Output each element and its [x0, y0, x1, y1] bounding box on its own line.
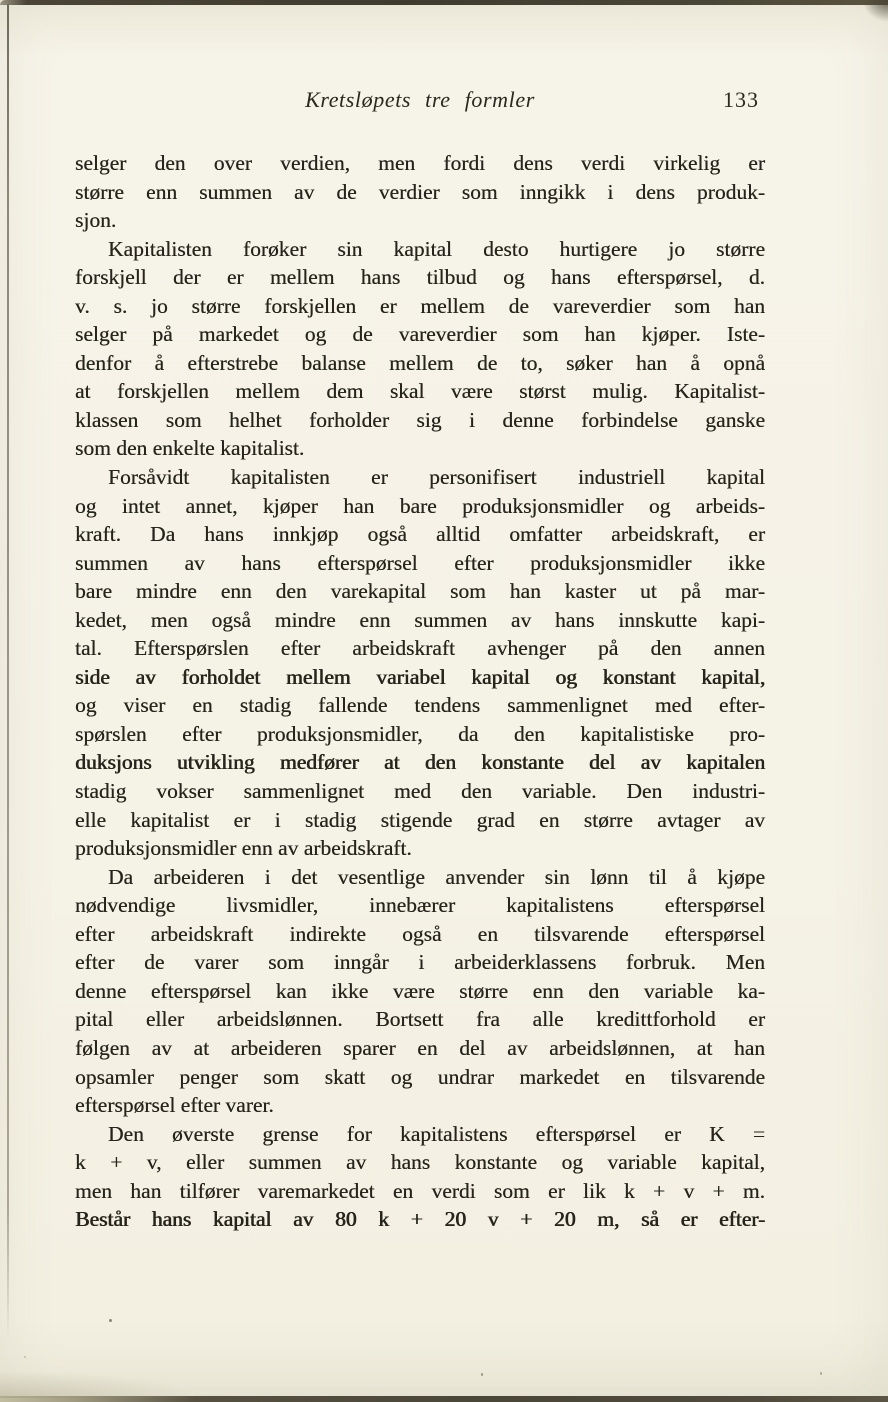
paragraph — [75, 1120, 765, 1234]
text-line: elle kapitalist er i stadig stigende grad en større avtager av — [75, 807, 765, 832]
page-header — [75, 87, 765, 117]
text-line: men han tilfører varemarkedet en verdi som er lik k + v + m. — [75, 1178, 765, 1203]
text-line: tal. Efterspørslen efter arbeidskraft avhenger på den annen — [75, 636, 765, 661]
body-text — [75, 149, 765, 1234]
text-line: summen av hans efterspørsel efter produksjonsmidler ikke — [75, 550, 765, 575]
text-line: opsamler penger som skatt og undrar markedet en tilsvarende — [75, 1064, 765, 1089]
paragraph — [75, 463, 765, 863]
page-top-edge — [0, 0, 888, 5]
text-line: Den øverste grense for kapitalistens efterspørsel er K = — [108, 1121, 765, 1146]
text-line: Kapitalisten forøker sin kapital desto hurtigere jo større — [108, 236, 765, 261]
text-line: Forsåvidt kapitalisten er personifisert industriell kapital — [108, 465, 765, 490]
page-number: 133 — [723, 87, 759, 112]
dust-speck — [24, 1356, 26, 1358]
text-line: følgen av at arbeideren sparer en del av arbeidslønnen, at han — [75, 1035, 765, 1060]
dust-speck — [820, 1372, 822, 1375]
text-line: efterspørsel efter varer. — [75, 1093, 274, 1118]
text-line: Da arbeideren i det vesentlige anvender sin lønn til å kjøpe — [108, 864, 765, 889]
paragraph — [75, 235, 765, 463]
dust-speck — [481, 1373, 483, 1376]
text-line: efter de varer som inngår i arbeiderklassens forbruk. Men — [75, 950, 765, 975]
page-bottom-left-smudge — [0, 1372, 190, 1398]
text-line: efter arbeidskraft indirekte også en tilsvarende efterspørsel — [75, 921, 765, 946]
paragraph — [75, 863, 765, 1120]
text-line: denfor å efterstrebe balanse mellem de to, søker han å opnå — [75, 350, 765, 375]
dust-speck — [109, 1319, 112, 1322]
text-line: forskjell der er mellem hans tilbud og hans efterspørsel, d. — [75, 265, 765, 290]
text-line: bare mindre enn den varekapital som han kaster ut på mar- — [75, 579, 765, 604]
text-line: produksjonsmidler enn av arbeidskraft. — [75, 836, 412, 861]
paragraph — [75, 149, 765, 235]
text-line: selger den over verdien, men fordi dens verdi virkelig er — [75, 151, 765, 175]
text-line: og intet annet, kjøper han bare produksjonsmidler og arbeids- — [75, 493, 765, 518]
text-line: duksjons utvikling medfører at den konstante del av kapitalen — [75, 750, 765, 775]
text-line: at forskjellen mellem dem skal være størst mulig. Kapitalist- — [75, 379, 765, 404]
text-line: nødvendige livsmidler, innebærer kapitalistens efterspørsel — [75, 893, 765, 918]
text-line: v. s. jo større forskjellen er mellem de vareverdier som han — [75, 293, 765, 318]
text-line: større enn summen av de verdier som inngikk i dens produk- — [75, 179, 765, 204]
page-left-edge — [7, 4, 9, 1340]
text-line: pital eller arbeidslønnen. Bortsett fra alle kredittforhold er — [75, 1007, 765, 1032]
text-line: Består hans kapital av 80 k + 20 v + 20 m, så er efter- — [75, 1207, 765, 1232]
text-line: selger på markedet og de vareverdier som han kjøper. Iste- — [75, 322, 765, 347]
text-line: k + v, eller summen av hans konstante og variable kapital, — [75, 1150, 765, 1175]
text-line: og viser en stadig fallende tendens sammenlignet med efter- — [75, 693, 765, 718]
text-line: denne efterspørsel kan ikke være større enn den variable ka- — [75, 978, 765, 1003]
text-line: som den enkelte kapitalist. — [75, 436, 305, 461]
text-line: stadig vokser sammenlignet med den variable. Den industri- — [75, 779, 765, 804]
text-line: spørslen efter produksjonsmidler, da den kapitalistiske pro- — [75, 721, 765, 746]
page-top-right-corner-shadow — [862, 0, 888, 22]
text-line: kraft. Da hans innkjøp også alltid omfatter arbeidskraft, er — [75, 522, 765, 547]
text-line: sjon. — [75, 208, 117, 233]
text-line: side av forholdet mellem variabel kapital og konstant kapital, — [75, 664, 765, 689]
text-line: kedet, men også mindre enn summen av hans innskutte kapi- — [75, 607, 765, 632]
running-head-title: Kretsløpets tre formler — [305, 87, 535, 112]
text-line: klassen som helhet forholder sig i denne forbindelse ganske — [75, 407, 765, 432]
